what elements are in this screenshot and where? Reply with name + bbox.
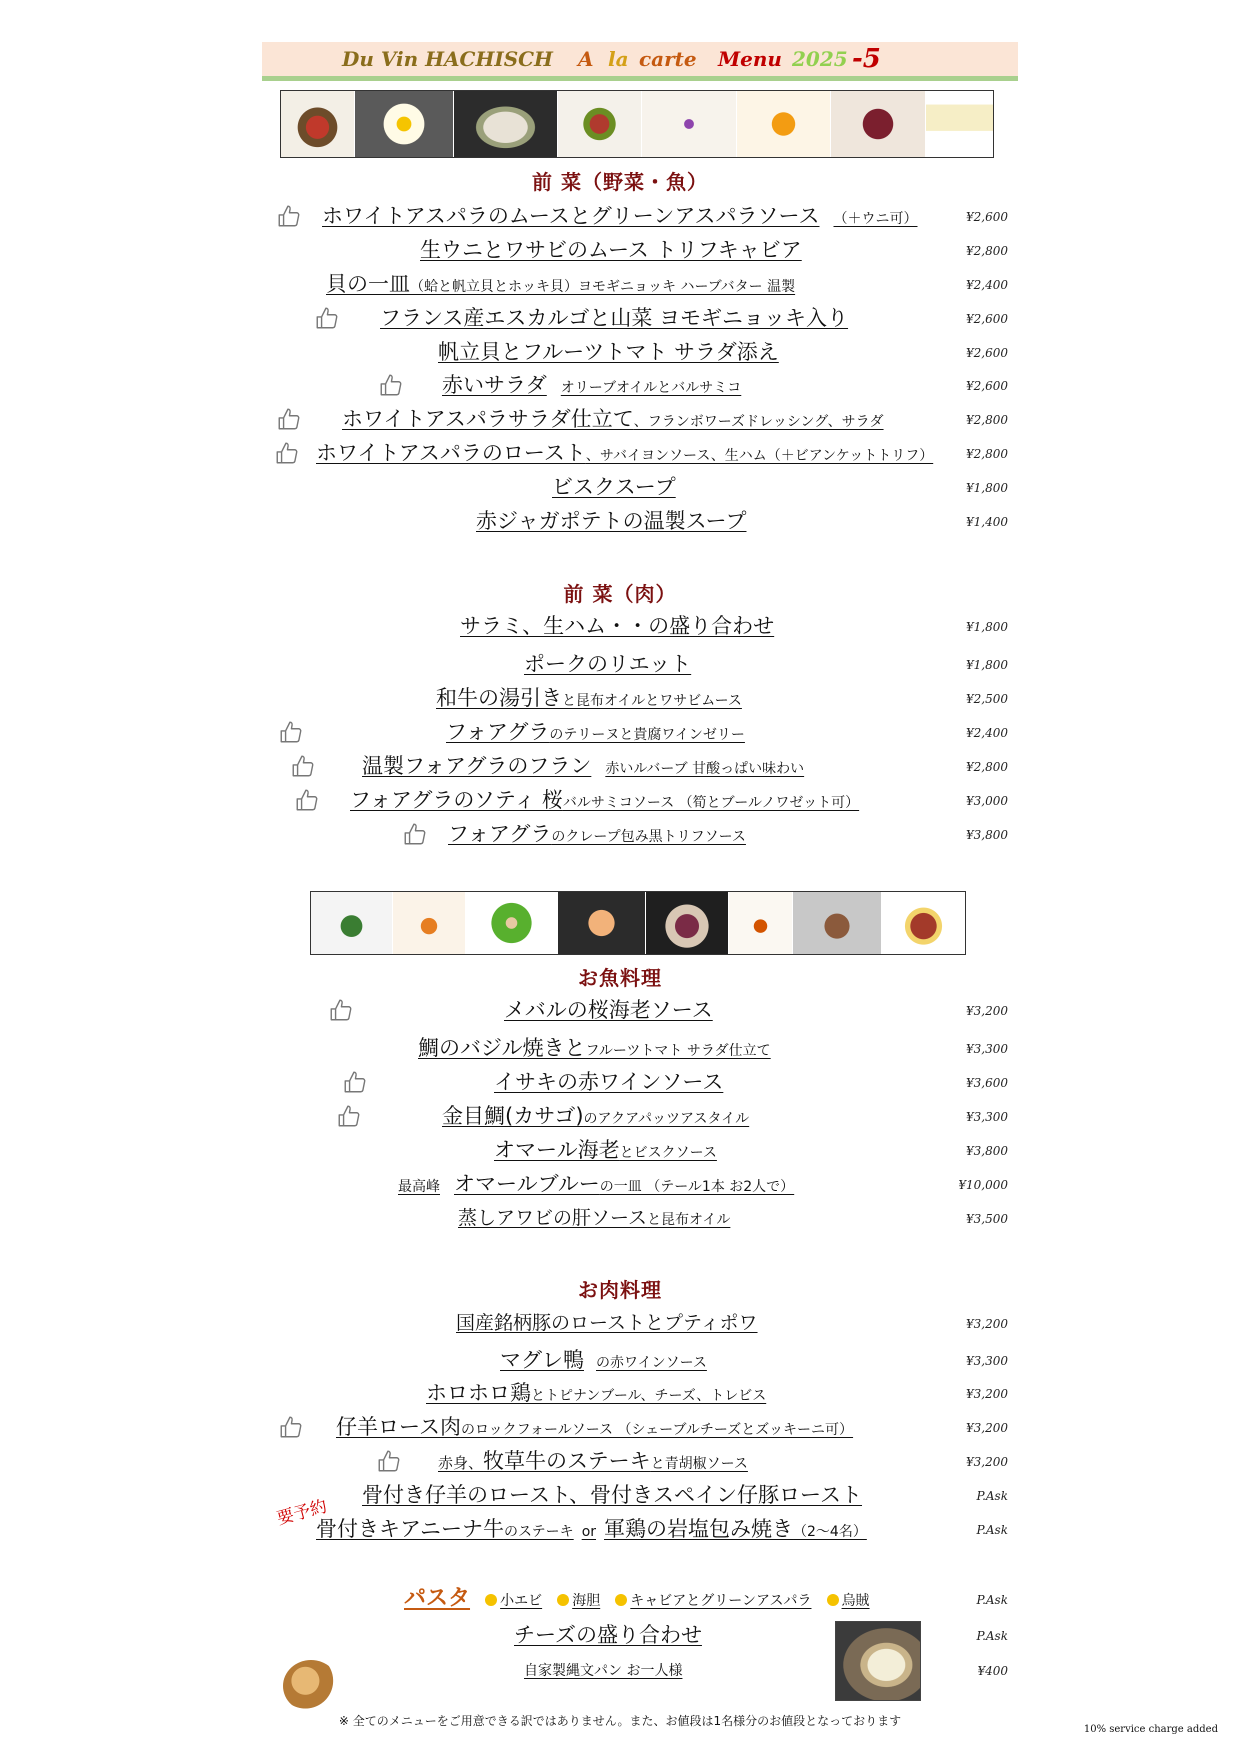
dish-photo [558,892,646,954]
title-year: 2025 [792,47,848,71]
menu-item: メバルの桜海老ソース [504,998,713,1022]
thumbs-up-icon [376,1448,402,1474]
title-a: A [578,47,594,71]
menu-item: チーズの盛り合わせ [514,1623,702,1647]
dish-photo [466,892,558,954]
menu-item: フランス産エスカルゴと山菜 ヨモギニョッキ入り [380,306,849,330]
price: ¥10,000 [958,1178,1008,1192]
dish-photo [311,892,393,954]
price: ¥2,600 [966,210,1008,224]
menu-item: 蒸しアワビの肝ソースと昆布オイル [458,1207,731,1229]
dish-photo [558,91,642,157]
thumbs-up-icon [294,787,320,813]
thumbs-up-icon [402,821,428,847]
price: ¥3,500 [966,1212,1008,1226]
menu-item: ビスクスープ [552,475,676,499]
menu-item: 金目鯛(カサゴ)のアクアパッツアスタイル [442,1104,750,1128]
dish-photo [281,91,355,157]
price: ¥3,200 [966,1421,1008,1435]
menu-row [262,683,1018,717]
option-bullet-icon [485,1594,497,1606]
menu-item: 貝の一皿（蛤と帆立貝とホッキ貝）ヨモギニョッキ ハーブバター 温製 [326,272,796,296]
middle-photo-strip [310,891,966,955]
menu-row [262,1378,1018,1412]
menu-row [262,1135,1018,1169]
menu-row [262,1514,1018,1548]
top-photo-strip [280,90,994,158]
menu-title-bar [262,42,1018,81]
price: ¥3,300 [966,1354,1008,1368]
section-title-fish: お魚料理 [578,966,662,990]
menu-row [262,506,1018,540]
menu-item: オマール海老とビスクソース [494,1138,717,1162]
price: ¥3,000 [966,794,1008,808]
pasta-item: パスタ 小エビ 海胆 キャビアとグリーンアスパラ 烏賊 [404,1586,870,1611]
price: ¥3,200 [966,1455,1008,1469]
price: P.Ask [976,1489,1008,1503]
thumbs-up-icon [336,1103,362,1129]
price: ¥2,800 [966,244,1008,258]
menu-row [262,1446,1018,1480]
menu-row [262,1067,1018,1101]
menu-row [262,472,1018,506]
thumbs-up-icon [328,997,354,1023]
menu-row [262,995,1018,1029]
price: ¥2,800 [966,760,1008,774]
thumbs-up-icon [278,1414,304,1440]
menu-row [262,785,1018,819]
dish-photo [729,892,794,954]
menu-item: 和牛の湯引きと昆布オイルとワサビムース [436,686,742,710]
title-menu: Menu [718,47,782,71]
price: ¥3,200 [966,1317,1008,1331]
price: ¥1,800 [966,620,1008,634]
menu-row [262,201,1018,235]
menu-item: マグレ鴨 の赤ワインソース [500,1348,707,1372]
option-bullet-icon [557,1594,569,1606]
reservation-required-note: 要予約 [274,1496,330,1530]
menu-item: 鯛のバジル焼きとフルーツトマト サラダ仕立て [418,1036,771,1060]
thumbs-up-icon [314,305,340,331]
thumbs-up-icon [378,372,404,398]
price: ¥3,300 [966,1042,1008,1056]
section-title-meat: お肉料理 [578,1278,662,1302]
service-charge-note: 10% service charge added [1083,1724,1218,1735]
menu-row [262,1345,1018,1379]
thumbs-up-icon [276,406,302,432]
pasta-row [262,1584,1018,1618]
menu-row [262,1101,1018,1135]
price: ¥2,400 [966,726,1008,740]
menu-item: 骨付きキアニーナ牛のステーキ or 軍鶏の岩塩包み焼き（2～4名） [316,1517,867,1541]
price: ¥1,400 [966,515,1008,529]
menu-item: 自家製縄文パン お一人様 [524,1663,683,1679]
menu-row [262,1308,1018,1342]
menu-item: ホワイトアスパラのムースとグリーンアスパラソース （＋ウニ可） [322,204,918,228]
menu-item: サラミ、生ハム・・の盛り合わせ [460,614,775,638]
menu-row [262,438,1018,472]
title-carte: carte [639,47,697,71]
price: ¥3,200 [966,1004,1008,1018]
menu-row [262,1203,1018,1237]
price: ¥3,200 [966,1387,1008,1401]
price: ¥1,800 [966,481,1008,495]
title-la: la [608,47,629,71]
menu-item: 仔羊ロース肉のロックフォールソース （シェーブルチーズとズッキーニ可） [336,1415,854,1439]
menu-item: フォアグラのソティ 桜バルサミコソース （筍とブールノワゼット可） [350,788,860,812]
price: ¥3,600 [966,1076,1008,1090]
price: P.Ask [976,1523,1008,1537]
bread-photo [283,1660,339,1712]
title-month: -5 [852,44,881,74]
dish-photo [393,892,465,954]
menu-row [262,1480,1018,1514]
price: ¥2,600 [966,379,1008,393]
menu-item: イサキの赤ワインソース [494,1070,724,1094]
dish-photo [831,91,925,157]
menu-row [262,649,1018,683]
menu-row [262,235,1018,269]
menu-item: フォアグラのクレープ包み黒トリフソース [448,822,746,846]
menu-item: 最高峰 オマールブルーの一皿 （テール1本 お2人で） [398,1172,795,1196]
dish-photo [737,91,831,157]
menu-row [262,611,1018,645]
menu-row [262,1169,1018,1203]
dish-photo [882,892,965,954]
price: ¥2,500 [966,692,1008,706]
price: ¥2,600 [966,346,1008,360]
menu-item: ホワイトアスパラサラダ仕立て、フランボワーズドレッシング、サラダ [342,407,884,431]
menu-row [262,1412,1018,1446]
menu-row [262,337,1018,371]
price: P.Ask [976,1629,1008,1643]
menu-item: 国産銘柄豚のローストとプティポワ [456,1312,758,1334]
dish-photo [355,91,453,157]
menu-row [262,717,1018,751]
menu-item: 赤身、牧草牛のステーキと青胡椒ソース [438,1449,748,1473]
dish-photo [793,892,881,954]
wine-glass-photo [926,91,994,157]
dish-photo [642,91,736,157]
thumbs-up-icon [342,1069,368,1095]
option-bullet-icon [615,1594,627,1606]
thumbs-up-icon [290,753,316,779]
price: ¥2,800 [966,447,1008,461]
price: ¥400 [977,1664,1008,1678]
menu-item: フォアグラのテリーヌと貴腐ワインゼリー [446,720,745,744]
pasta-title: パスタ [404,1586,471,1611]
menu-row [262,751,1018,785]
menu-item: ポークのリエット [524,652,692,676]
restaurant-name: Du Vin HACHISCH [342,47,553,71]
price: ¥2,800 [966,413,1008,427]
menu-item: 生ウニとワサビのムース トリフキャビア [420,238,802,262]
menu-item: 帆立貝とフルーツトマト サラダ添え [438,340,779,364]
menu-row [262,1033,1018,1067]
price: P.Ask [976,1593,1008,1607]
menu-item: ホロホロ鶏とトピナンブール、チーズ、トレビス [426,1381,767,1405]
menu-item: ホワイトアスパラのロースト、サバイヨンソース、生ハム（＋ビアンケットトリフ） [316,441,934,465]
price: ¥3,300 [966,1110,1008,1124]
menu-row [262,269,1018,303]
menu-item: 温製フォアグラのフラン 赤いルバーブ 甘酸っぱい味わい [362,754,805,778]
menu-row [262,1655,1018,1689]
price: ¥3,800 [966,828,1008,842]
menu-item: 骨付き仔羊のロースト、骨付きスペイン仔豚ロースト [362,1483,863,1507]
price: ¥2,400 [966,278,1008,292]
menu-row [262,370,1018,404]
thumbs-up-icon [276,203,302,229]
price: ¥3,800 [966,1144,1008,1158]
menu-row [262,404,1018,438]
price: ¥1,800 [966,658,1008,672]
section-title-meat-appetizer: 前 菜（肉） [563,582,677,606]
menu-row [262,303,1018,337]
thumbs-up-icon [274,440,300,466]
menu-item: 赤いサラダ オリーブオイルとバルサミコ [442,373,742,397]
menu-item: 赤ジャガポテトの温製スープ [476,509,747,533]
dish-photo [646,892,728,954]
section-title-veg-fish: 前 菜（野菜・魚） [532,170,708,194]
thumbs-up-icon [278,719,304,745]
menu-row [262,819,1018,853]
price: ¥2,600 [966,312,1008,326]
dish-photo [454,91,558,157]
footnote: ※ 全てのメニューをご用意できる訳ではありません。また、お値段は1名様分のお値段となっております [338,1714,902,1728]
option-bullet-icon [827,1594,839,1606]
